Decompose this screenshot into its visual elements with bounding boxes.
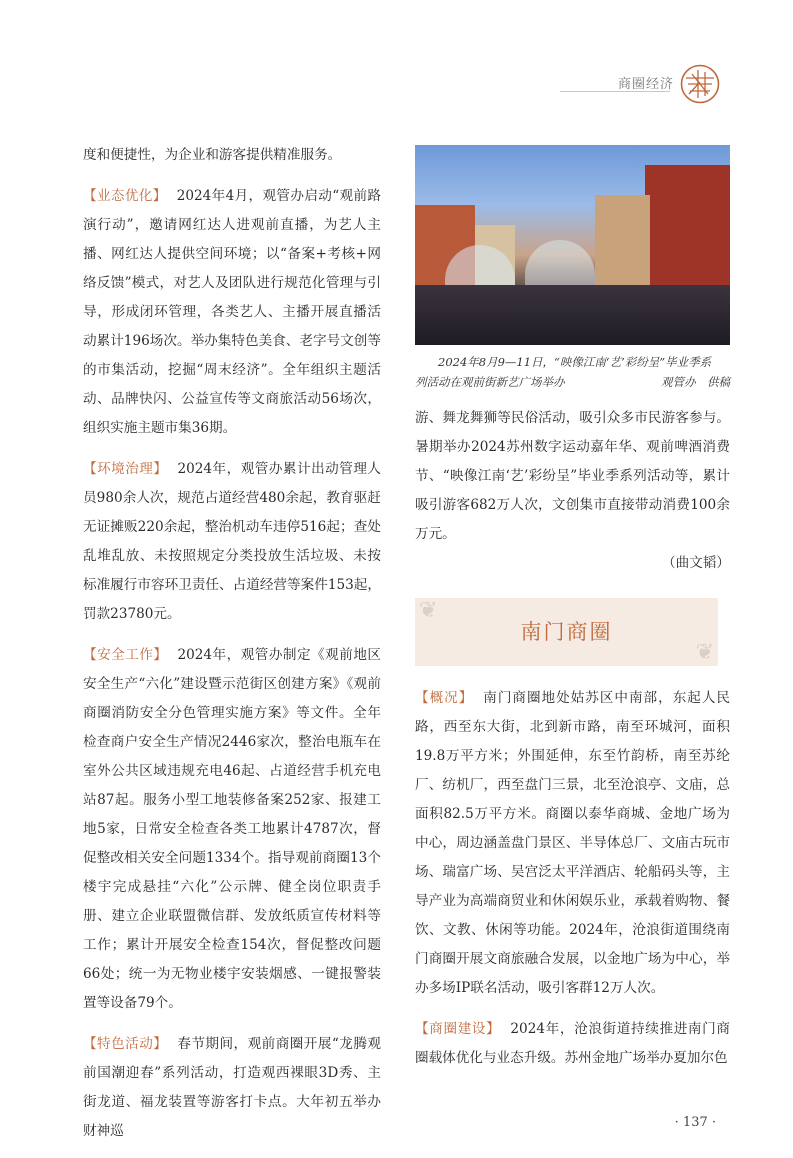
right-column bbox=[415, 145, 730, 1130]
caption-line: 2024年8月9—11日，“映像江南‘艺’彩纷呈”毕业季系 bbox=[438, 355, 712, 369]
section-title: 南门商圈 bbox=[520, 620, 613, 644]
paragraph-overview bbox=[415, 684, 730, 1003]
paragraph-special-events bbox=[83, 1030, 381, 1146]
caption-line: 列活动在观前街新艺广场举办 bbox=[415, 375, 565, 389]
paragraph-district-construction bbox=[415, 1015, 730, 1073]
paragraph-intro: 度和便捷性，为企业和游客提供精准服务。 bbox=[83, 147, 342, 163]
heading-tag: 【安全工作】 bbox=[83, 647, 168, 663]
paragraph-text: 游、舞龙舞狮等民俗活动，吸引众多市民游客参与。暑期举办2024苏州数字运动嘉年华、观前啤酒消费节、“映像江南‘艺’彩纷呈”毕业季系列活动等，累计吸引游客682万人次，文创集市直接带动消费100余万元。 bbox=[415, 410, 730, 542]
left-column bbox=[83, 141, 381, 1158]
event-photo bbox=[415, 145, 730, 345]
section-logo-icon bbox=[680, 64, 720, 104]
paragraph-text: 春节期间，观前商圈开展“龙腾观前国潮迎春”系列活动，打造观西裸眼3D秀、主街龙道、福龙装置等游客打卡点。大年初五举办财神巡 bbox=[83, 1036, 382, 1139]
paragraph-text: 2024年，沧浪街道持续推进南门商圈载体优化与业态升级。苏州金地广场举办夏加尔色 bbox=[415, 1021, 730, 1066]
paragraph-environment bbox=[83, 455, 381, 629]
paragraph-text: 2024年，观管办制定《观前地区安全生产“六化”建设暨示范街区创建方案》《观前商圈消防安全分色管理实施方案》等文件。全年检查商户安全生产情况2446家次，整治电瓶车在室外公共区域违规充电46起、占道经营手机充电站87起。服务小型工地装修备案252家、报建工地5家，日常安全检查各类工地累计4787次，督促整改相关安全问题1334个。指导观前商圈13个楼宇完成悬挂“六化”公示牌、健全岗位职责手册、建立企业联盟微信群、发放纸质宣传材料等工作；累计开展安全检查154次，督促整改问题66处；统一为无物业楼宇安装烟感、一键报警装置等设备79个。 bbox=[83, 647, 381, 1011]
ornament-icon: ❦ bbox=[695, 640, 714, 665]
photo-caption bbox=[415, 352, 730, 392]
page-number: · 137 · bbox=[674, 1115, 716, 1130]
paragraph-text: 南门商圈地处姑苏区中南部，东起人民路，西至东大街，北到新市路，南至环城河，面积19.8万平方米；外围延伸，东至竹韵桥，南至苏纶厂、纺机厂，西至盘门三景，北至沧浪亭、文庙，总面积82.5万平方米。商圈以泰华商城、金地广场为中心，周边涵盖盘门景区、半导体总厂、文庙古玩市场、瑞富广场、吴宫泛太平洋酒店、轮船码头等，主导产业为高端商贸业和休闲娱乐业，承载着购物、餐饮、文教、休闲等功能。2024年，沧浪街道围绕南门商圈开展文商旅融合发展，以金地广场为中心，举办多场IP联名活动，吸引客群12万人次。 bbox=[415, 690, 730, 996]
paragraph-text: 2024年，观管办累计出动管理人员980余人次，规范占道经营480余起，教育驱赶无证摊贩220余起，整治机动车违停516起；查处乱堆乱放、未按照规定分类投放生活垃圾、未按标准履行市容环卫责任、占道经营等案件153起，罚款23780元。 bbox=[83, 461, 381, 622]
photo-credit: 观管办 供稿 bbox=[661, 375, 730, 389]
author-source: （曲文韬） bbox=[662, 555, 730, 571]
heading-tag: 【环境治理】 bbox=[83, 461, 168, 477]
heading-tag: 【业态优化】 bbox=[83, 188, 167, 204]
heading-tag: 【商圈建设】 bbox=[415, 1021, 501, 1037]
section-heading-box bbox=[415, 598, 718, 666]
ornament-icon: ❦ bbox=[419, 598, 438, 623]
paragraph-text: 2024年4月，观管办启动“观前路演行动”，邀请网红达人进观前直播，为艺人主播、网红达人提供空间环境；以“备案+考核+网络反馈”模式，对艺人及团队进行规范化管理与引导，形成闭环管理，各类艺人、主播开展直播活动累计196场次。举办集特色美食、老字号文创等的市集活动，挖掘“周末经济”。全年组织主题活动、品牌快闪、公益宣传等文商旅活动56场次，组织实施主题市集36期。 bbox=[83, 188, 381, 436]
paragraph-continued bbox=[415, 404, 730, 578]
paragraph-safety bbox=[83, 641, 381, 1018]
heading-tag: 【特色活动】 bbox=[83, 1036, 168, 1052]
section-header-title: 商圈经济 bbox=[618, 77, 675, 92]
paragraph-business-optimization bbox=[83, 182, 381, 443]
heading-tag: 【概况】 bbox=[415, 690, 474, 706]
